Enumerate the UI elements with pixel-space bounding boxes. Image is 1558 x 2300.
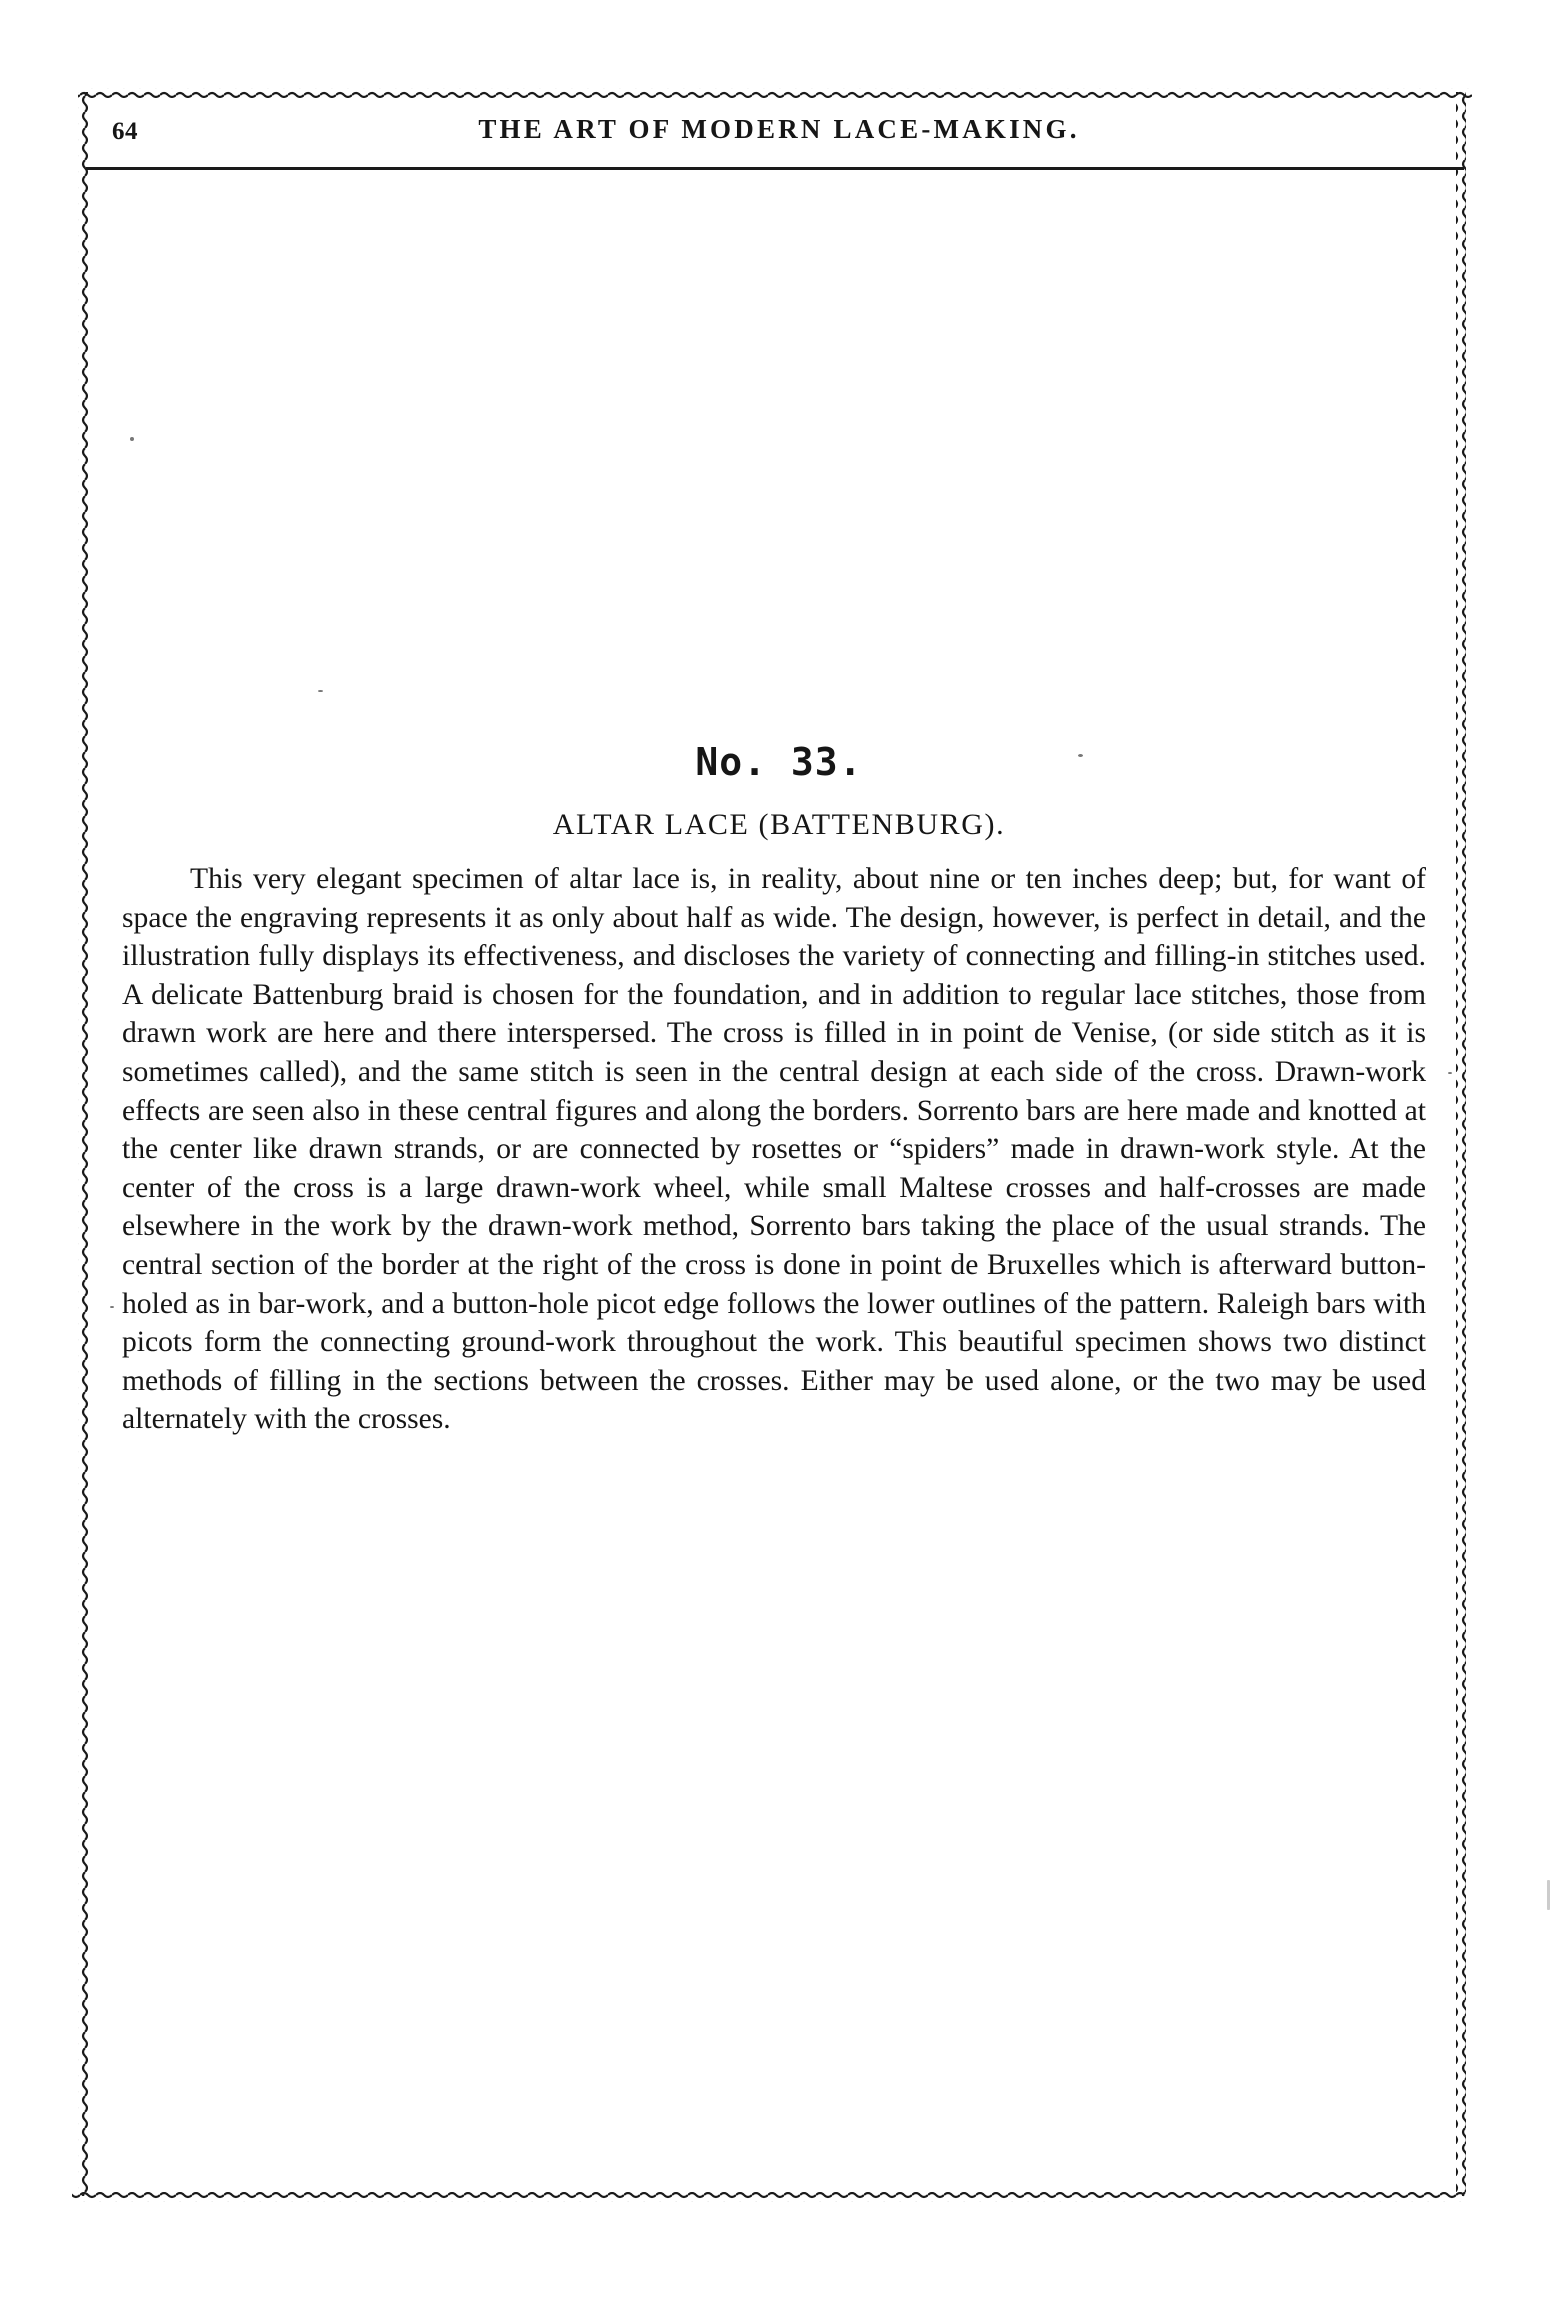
ink-speck	[318, 690, 323, 692]
section-number: No. 33.	[695, 740, 863, 784]
ink-speck	[130, 437, 134, 441]
section-title: ALTAR LACE (BATTENBURG).	[552, 808, 1006, 841]
header-rule	[86, 167, 1464, 170]
ink-speck	[1078, 754, 1083, 757]
page-number: 64	[112, 118, 138, 145]
ink-speck	[110, 1306, 114, 1308]
ink-speck	[1547, 1880, 1550, 1910]
body-paragraph: This very elegant specimen of altar lace is, in reality, about nine or ten inches deep; but, for want of space the engraving represents it as only about half as wide. The design, however, is perfect in detail, and the illustration fully displays its effectiveness, and discloses the variety of connecting and filling-in stitches used. A delicate Battenburg braid is chosen for the foundation, and in addition to regular lace stitches, those from drawn work are here and there interspersed. The cross is filled in in point de Venise, (or side stitch as it is sometimes called), and the same stitch is seen in the central design at each side of the cross. Drawn-work effects are seen also in these central figures and along the borders. Sorrento bars are here made and knotted at the center like drawn strands, or are connected by rosettes or “spiders” made in drawn-work style. At the center of the cross is a large drawn-work wheel, while small Maltese crosses and half-crosses are made elsewhere in the work by the drawn-work method, Sorrento bars taking the place of the usual strands. The central section of the border at the right of the cross is done in point de Bruxelles which is afterward button-holed as in bar-work, and a button-hole picot edge follows the lower outlines of the pattern. Raleigh bars with picots form the connecting ground-work throughout the work. This beautiful specimen shows two distinct methods of filling in the sections between the crosses. Either may be used alone, or the two may be used alternately with the crosses.	[122, 863, 1426, 1436]
ink-speck	[1448, 1072, 1452, 1074]
running-head: THE ART OF MODERN LACE-MAKING.	[478, 114, 1080, 144]
